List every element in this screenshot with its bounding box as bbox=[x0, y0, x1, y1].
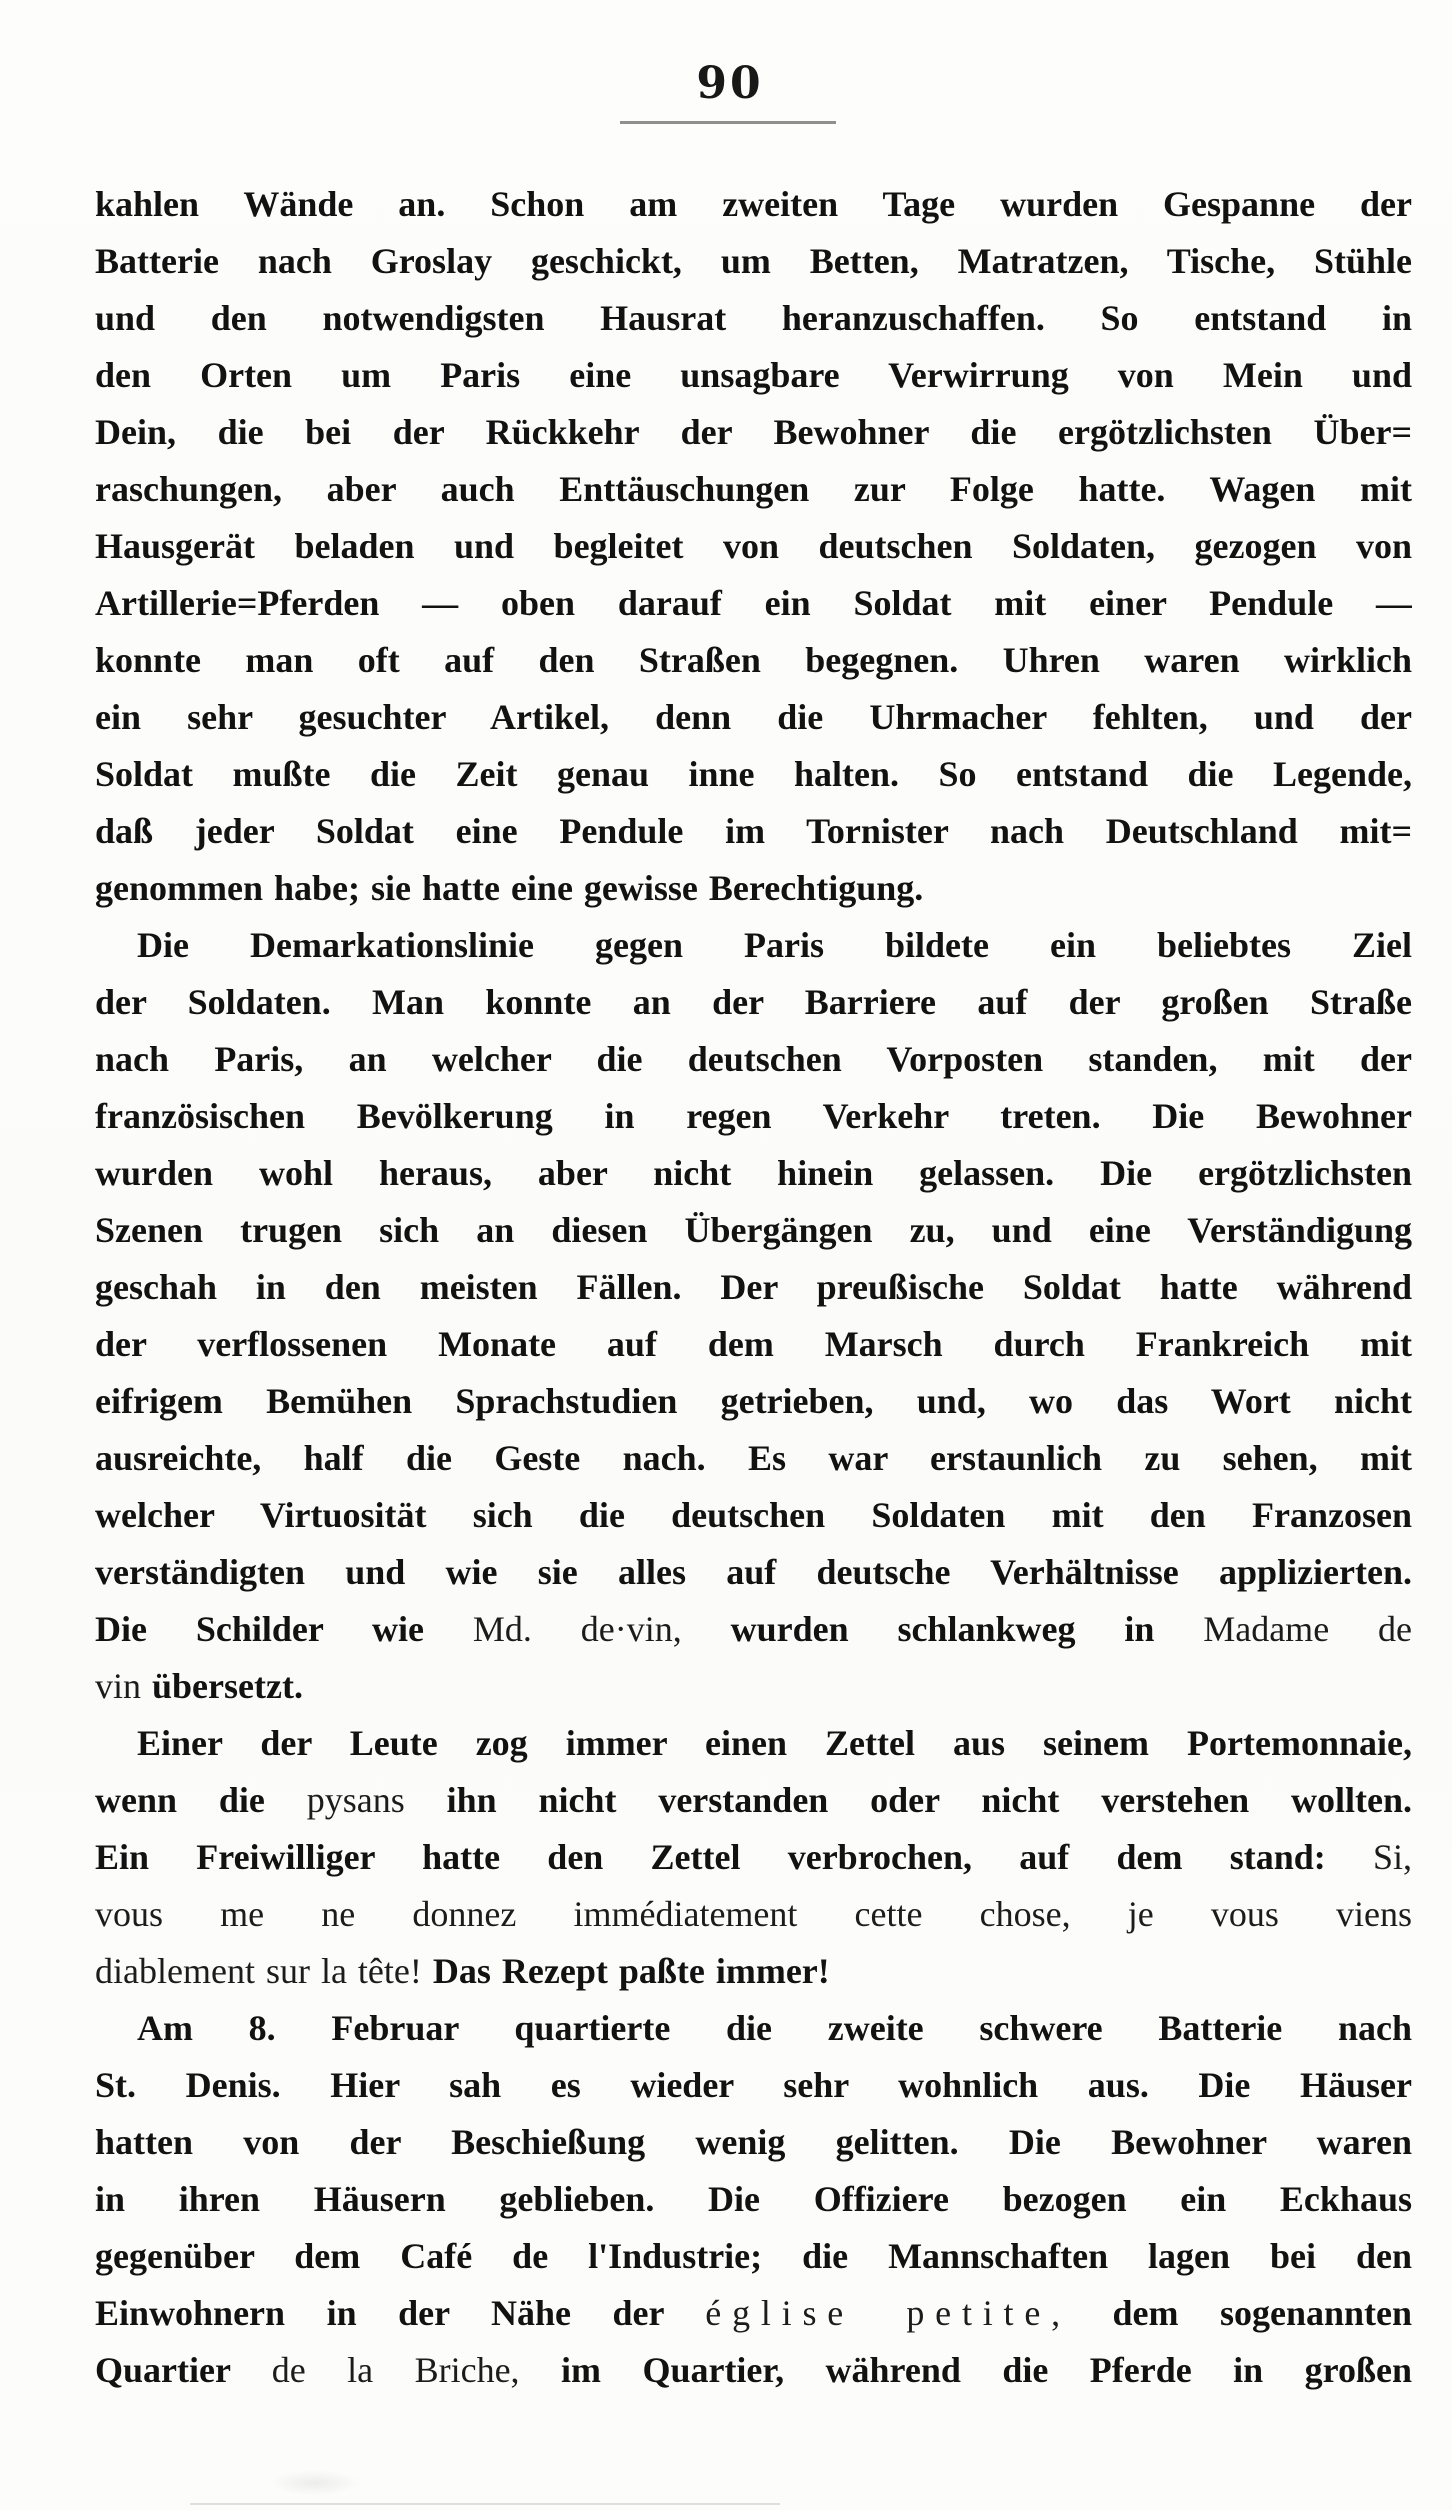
page-number-rule bbox=[620, 121, 836, 124]
antiqua-segment: Md. de·vin, bbox=[472, 1609, 682, 1649]
fraktur-segment: geschah in den meisten Fällen. Der preußische Soldat hatte während bbox=[95, 1267, 1412, 1307]
fraktur-segment: Am 8. Februar quartierte die zweite schwere Batterie nach bbox=[137, 2008, 1412, 2048]
antiqua-segment: Si, bbox=[1372, 1837, 1412, 1877]
fraktur-segment: wenn die bbox=[95, 1780, 307, 1820]
text-line bbox=[95, 1715, 1412, 1772]
text-line bbox=[95, 2342, 1412, 2399]
fraktur-segment: Das Rezept paßte immer! bbox=[421, 1951, 830, 1991]
text-line bbox=[95, 2228, 1412, 2285]
fraktur-segment: daß jeder Soldat eine Pendule im Tornister nach Deutschland mit= bbox=[95, 811, 1412, 851]
fraktur-segment: St. Denis. Hier sah es wieder sehr wohnlich aus. Die Häuser bbox=[95, 2065, 1412, 2105]
fraktur-segment: verständigten und wie sie alles auf deutsche Verhältnisse applizierten. bbox=[95, 1552, 1412, 1592]
fraktur-segment: eifrigem Bemühen Sprachstudien getrieben, und, wo das Wort nicht bbox=[95, 1381, 1412, 1421]
fraktur-segment: dem sogenannten bbox=[1070, 2293, 1412, 2333]
fraktur-segment: wurden schlankweg in bbox=[681, 1609, 1204, 1649]
fraktur-segment: ihn nicht verstanden oder nicht verstehen wollten. bbox=[404, 1780, 1412, 1820]
text-line bbox=[95, 1145, 1412, 1202]
text-line bbox=[95, 2171, 1412, 2228]
text-line bbox=[95, 689, 1412, 746]
fraktur-segment: ausreichte, half die Geste nach. Es war erstaunlich zu sehen, mit bbox=[95, 1438, 1412, 1478]
fraktur-segment: Szenen trugen sich an diesen Übergängen zu, und eine Verständigung bbox=[95, 1210, 1412, 1250]
fraktur-segment: raschungen, aber auch Enttäuschungen zur Folge hatte. Wagen mit bbox=[95, 469, 1412, 509]
text-line bbox=[95, 404, 1412, 461]
fraktur-segment: in ihren Häusern geblieben. Die Offiziere bezogen ein Eckhaus bbox=[95, 2179, 1412, 2219]
fraktur-segment: Einwohnern in der Nähe der bbox=[95, 2293, 706, 2333]
fraktur-segment: französischen Bevölkerung in regen Verkehr treten. Die Bewohner bbox=[95, 1096, 1412, 1136]
fraktur-segment: Die Demarkationslinie gegen Paris bildete ein beliebtes Ziel bbox=[137, 925, 1412, 965]
fraktur-segment: welcher Virtuosität sich die deutschen Soldaten mit den Franzosen bbox=[95, 1495, 1412, 1535]
fraktur-segment: Die Schilder wie bbox=[95, 1609, 473, 1649]
fraktur-segment: Batterie nach Groslay geschickt, um Betten, Matratzen, Tische, Stühle bbox=[95, 241, 1412, 281]
text-line bbox=[95, 176, 1412, 233]
text-line bbox=[95, 1487, 1412, 1544]
antiqua-segment: Madame de bbox=[1203, 1609, 1412, 1649]
antiqua-segment: église petite, bbox=[705, 2293, 1071, 2333]
text-line bbox=[95, 2285, 1412, 2342]
fraktur-segment: konnte man oft auf den Straßen begegnen. Uhren waren wirklich bbox=[95, 640, 1412, 680]
fraktur-segment: und den notwendigsten Hausrat heranzuschaffen. So entstand in bbox=[95, 298, 1412, 338]
text-line bbox=[95, 1316, 1412, 1373]
text-line bbox=[95, 1202, 1412, 1259]
text-block bbox=[95, 176, 1412, 2399]
text-line bbox=[95, 1829, 1412, 1886]
fraktur-segment: übersetzt. bbox=[141, 1666, 303, 1706]
text-line bbox=[95, 1544, 1412, 1601]
text-line bbox=[95, 290, 1412, 347]
fraktur-segment: Ein Freiwilliger hatte den Zettel verbrochen, auf dem stand: bbox=[95, 1837, 1373, 1877]
fraktur-segment: wurden wohl heraus, aber nicht hinein gelassen. Die ergötzlichsten bbox=[95, 1153, 1412, 1193]
antiqua-segment: pysans bbox=[306, 1780, 405, 1820]
fraktur-segment: Soldat mußte die Zeit genau inne halten. So entstand die Legende, bbox=[95, 754, 1412, 794]
text-line bbox=[95, 1430, 1412, 1487]
fraktur-segment: kahlen Wände an. Schon am zweiten Tage wurden Gespanne der bbox=[95, 184, 1412, 224]
scan-smudge bbox=[270, 2470, 360, 2496]
antiqua-segment: diablement sur la tête! bbox=[95, 1951, 422, 1991]
text-line bbox=[95, 1601, 1412, 1658]
antiqua-segment: vous me ne donnez immédiatement cette chose, je vous viens bbox=[95, 1894, 1412, 1934]
fraktur-segment: Artillerie=Pferden — oben darauf ein Soldat mit einer Pendule — bbox=[95, 583, 1412, 623]
fraktur-segment: den Orten um Paris eine unsagbare Verwirrung von Mein und bbox=[95, 355, 1412, 395]
fraktur-segment: Quartier bbox=[95, 2350, 272, 2390]
text-line bbox=[95, 1772, 1412, 1829]
text-line bbox=[95, 917, 1412, 974]
antiqua-segment: de la Briche, bbox=[271, 2350, 520, 2390]
text-line bbox=[95, 860, 1412, 917]
fraktur-segment: Einer der Leute zog immer einen Zettel aus seinem Portemonnaie, bbox=[137, 1723, 1412, 1763]
page-number: 90 bbox=[696, 58, 764, 109]
fraktur-segment: genommen habe; sie hatte eine gewisse Berechtigung. bbox=[95, 868, 924, 908]
text-line bbox=[95, 1259, 1412, 1316]
text-line bbox=[95, 347, 1412, 404]
text-line bbox=[95, 746, 1412, 803]
fraktur-segment: der Soldaten. Man konnte an der Barriere auf der großen Straße bbox=[95, 982, 1412, 1022]
text-line bbox=[95, 1886, 1412, 1943]
text-line bbox=[95, 974, 1412, 1031]
text-line bbox=[95, 1943, 1412, 2000]
fraktur-segment: gegenüber dem Café de l'Industrie; die Mannschaften lagen bei den bbox=[95, 2236, 1412, 2276]
text-line bbox=[95, 2114, 1412, 2171]
text-line bbox=[95, 1031, 1412, 1088]
text-line bbox=[95, 518, 1412, 575]
text-line bbox=[95, 461, 1412, 518]
fraktur-segment: hatten von der Beschießung wenig gelitten. Die Bewohner waren bbox=[95, 2122, 1412, 2162]
fraktur-segment: Dein, die bei der Rückkehr der Bewohner die ergötzlichsten Über= bbox=[95, 412, 1412, 452]
text-line bbox=[95, 803, 1412, 860]
fraktur-segment: im Quartier, während die Pferde in großen bbox=[519, 2350, 1412, 2390]
text-line bbox=[95, 575, 1412, 632]
text-line bbox=[95, 233, 1412, 290]
text-line bbox=[95, 2000, 1412, 2057]
text-line bbox=[95, 1658, 1412, 1715]
text-line bbox=[95, 2057, 1412, 2114]
scan-artifact bbox=[190, 2503, 780, 2505]
fraktur-segment: Hausgerät beladen und begleitet von deutschen Soldaten, gezogen von bbox=[95, 526, 1412, 566]
antiqua-segment: vin bbox=[95, 1666, 142, 1706]
text-line bbox=[95, 1088, 1412, 1145]
fraktur-segment: ein sehr gesuchter Artikel, denn die Uhrmacher fehlten, und der bbox=[95, 697, 1412, 737]
fraktur-segment: der verflossenen Monate auf dem Marsch durch Frankreich mit bbox=[95, 1324, 1412, 1364]
fraktur-segment: nach Paris, an welcher die deutschen Vorposten standen, mit der bbox=[95, 1039, 1412, 1079]
text-line bbox=[95, 1373, 1412, 1430]
text-line bbox=[95, 632, 1412, 689]
